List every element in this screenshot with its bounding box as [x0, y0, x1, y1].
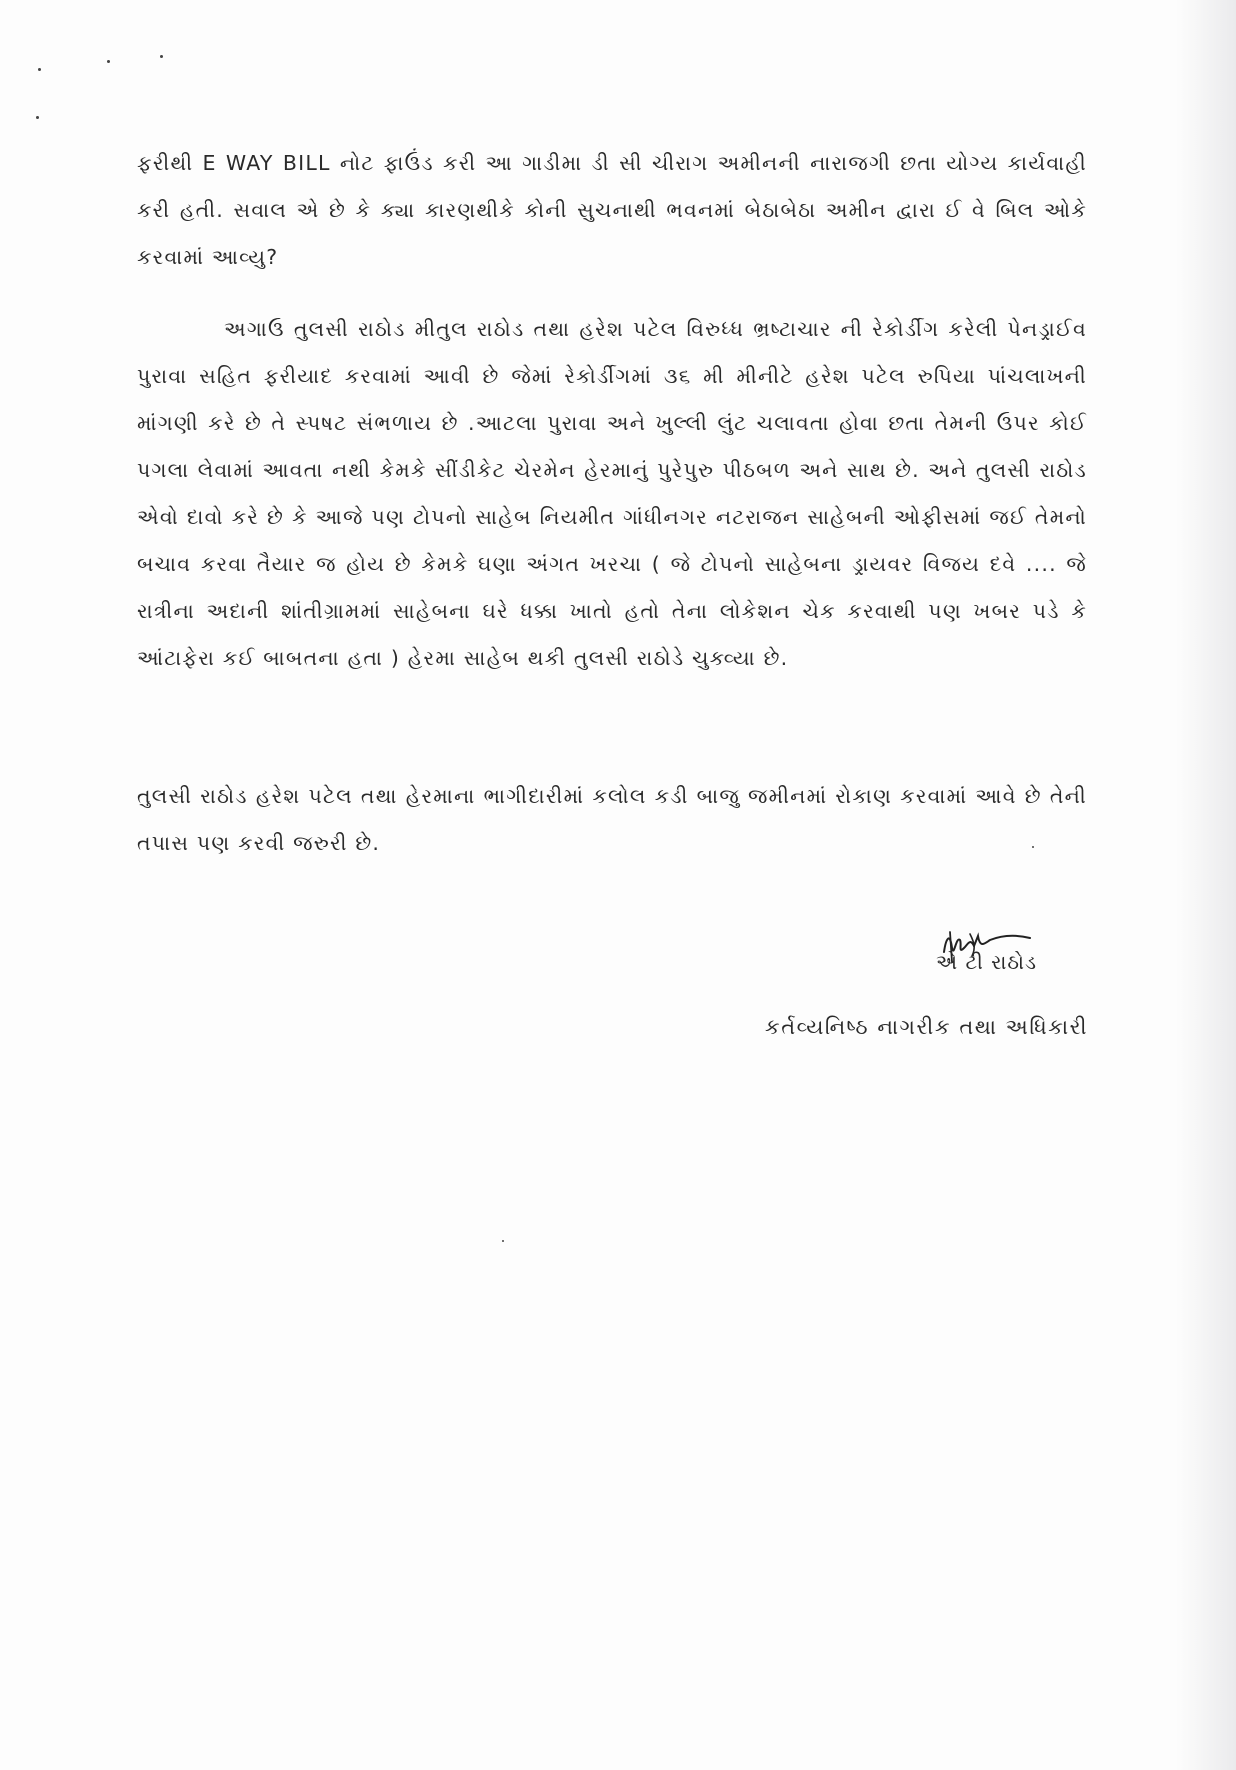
signature-name: એ ટી રાઠોડ: [936, 950, 1038, 974]
paragraph-1: [137, 140, 1087, 281]
paragraph-text: તુલસી રાઠોડ હરેશ પટેલ તથા હેરમાના ભાગીદારીમાં કલોલ કડી બાજુ જમીનમાં રોકાણ કરવામાં આવે છે તેની તપાસ પણ કરવી જરુરી છે.: [137, 784, 1087, 855]
scan-speck: [36, 116, 39, 119]
paragraph-text: ફરીથી E WAY BILL નોટ ફાઉંડ કરી આ ગાડીમા ડી સી ચીરાગ અમીનની નારાજગી છતા યોગ્ય કાર્યવાહી કરી હતી. સવાલ એ છે કે ક્યા કારણથીકે કોની સુચનાથી ભવનમાં બેઠાબેઠા અમીન દ્વારા ઈ વે બિલ ઓકે કરવામાં આવ્યુ?: [137, 151, 1087, 269]
paragraph-text: અગાઉ તુલસી રાઠોડ મીતુલ રાઠોડ તથા હરેશ પટેલ વિરુધ્ધ ભ્રષ્ટાચાર ની રેકોર્ડીગ કરેલી પેનડ્રાઈવ પુરાવા સહિત ફરીયાદ કરવામાં આવી છે જેમાં રેકોર્ડીગમાં ૩૬ મી મીનીટે હરેશ પટેલ રુપિયા પાંચલાખની માંગણી કરે છે તે સ્પષટ સંભળાય છે .આટલા પુરાવા અને ખુલ્લી લુંટ ચલાવતા હોવા છતા તેમની ઉપર કોઈ પગલા લેવામાં આવતા નથી કેમકે સીંડીકેટ ચેરમેન હેરમાનું પુરેપુરુ પીઠબળ અને સાથ છે. અને તુલસી રાઠોડ એવો દાવો કરે છે કે આજે પણ ટોપનો સાહેબ નિયમીત ગાંધીનગર નટરાજન સાહેબની ઓફીસમાં જઈ તેમનો બચાવ કરવા તૈયાર જ હોય છે કેમકે ઘણા અંગત ખરચા ( જે ટોપનો સાહેબના ડ્રાયવર વિજય દવે .... જે રાત્રીના અદાની શાંતીગ્રામમાં સાહેબના ઘરે ધક્કા ખાતો હતો તેના લોકેશન ચેક કરવાથી પણ ખબર પડે કે આંટાફેરા કઈ બાબતના હતા ) હેરમા સાહેબ થકી તુલસી રાઠોડે ચુક્વ્યા છે.: [137, 317, 1087, 670]
scan-edge-shading: [1176, 0, 1236, 1770]
designation: કર્તવ્યનિષ્ઠ નાગરીક તથા અધિકારી: [764, 1015, 1088, 1039]
scan-speck: [107, 60, 110, 63]
scan-speck: [160, 55, 163, 58]
paragraph-2: [137, 306, 1087, 682]
paragraph-3: [137, 773, 1087, 867]
scan-speck: [38, 68, 41, 71]
scan-speck: [502, 1240, 504, 1242]
